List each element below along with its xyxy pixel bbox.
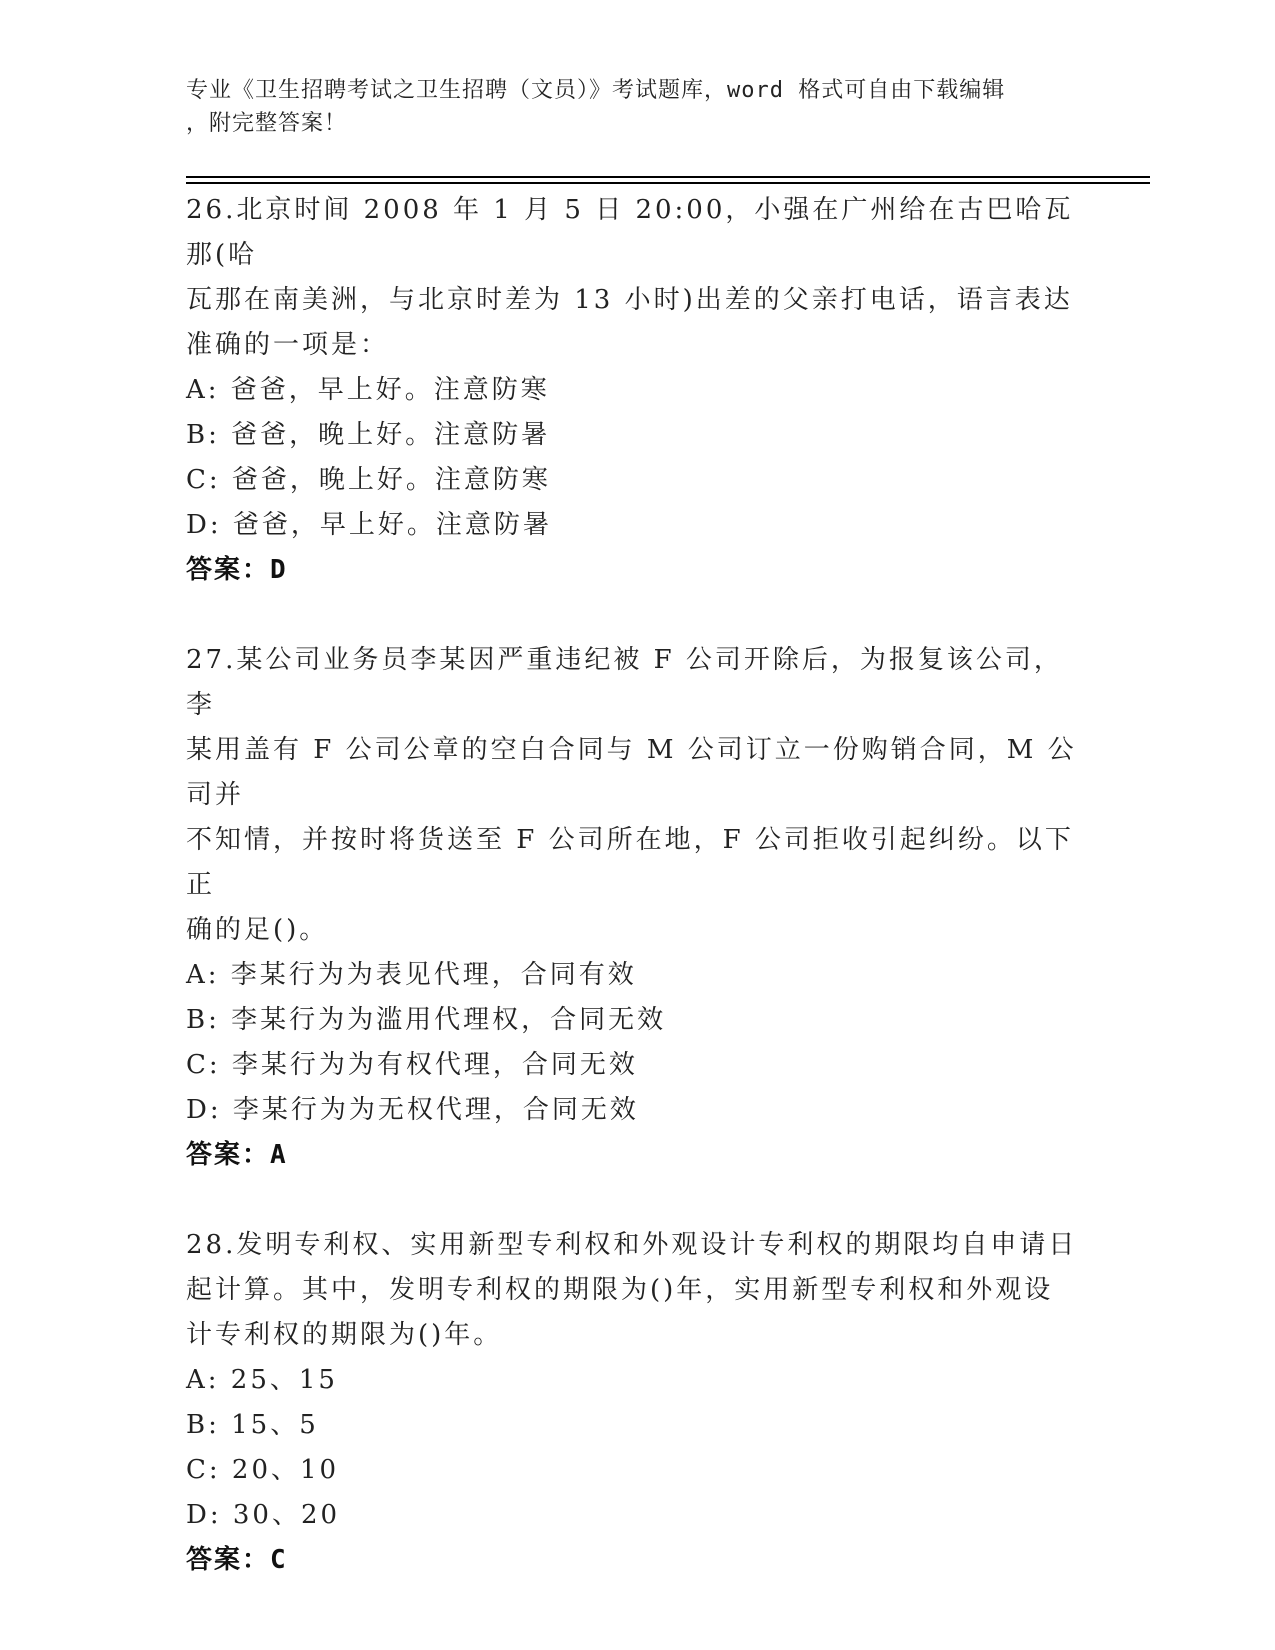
question-28 (186, 1223, 1086, 1583)
option-a: A: 李某行为为表见代理，合同有效 (186, 960, 637, 990)
option-d: D: 爸爸，早上好。注意防暑 (186, 510, 552, 540)
option-b: B: 爸爸，晚上好。注意防暑 (186, 420, 551, 450)
option-b: B: 15、5 (186, 1410, 319, 1440)
stem-line: 确的足()。 (186, 915, 329, 945)
answer-line: 答案：C (186, 1545, 288, 1575)
stem-line: 26.北京时间 2008 年 1 月 5 日 20:00，小强在广州给在古巴哈瓦那(哈 (186, 195, 1074, 270)
option-a: A: 25、15 (186, 1365, 338, 1395)
question-stem (186, 188, 1086, 368)
stem-line: 计专利权的期限为()年。 (186, 1320, 503, 1350)
question-stem (186, 638, 1086, 953)
option-c: C: 20、10 (186, 1455, 340, 1485)
stem-line: 不知情，并按时将货送至 F 公司所在地，F 公司拒收引起纠纷。以下正 (186, 825, 1074, 900)
question-26 (186, 188, 1086, 593)
question-27 (186, 638, 1086, 1178)
stem-line: 起计算。其中，发明专利权的期限为()年，实用新型专利权和外观设 (186, 1275, 1054, 1305)
stem-line: 27.某公司业务员李某因严重违纪被 F 公司开除后，为报复该公司，李 (186, 645, 1063, 720)
stem-line: 瓦那在南美洲，与北京时差为 13 小时)出差的父亲打电话，语言表达 (186, 285, 1073, 315)
stem-line: 某用盖有 F 公司公章的空白合同与 M 公司订立一份购销合同，M 公司并 (186, 735, 1077, 810)
document-header (186, 74, 1066, 140)
question-list (186, 188, 1086, 1583)
header-divider-top (186, 176, 1150, 178)
header-line-1: 专业《卫生招聘考试之卫生招聘（文员）》考试题库，word 格式可自由下载编辑 (186, 78, 1006, 103)
header-line-2: ，附完整答案！ (186, 111, 348, 136)
option-a: A: 爸爸，早上好。注意防寒 (186, 375, 550, 405)
stem-line: 准确的一项是： (186, 330, 390, 360)
answer-line: 答案：A (186, 1140, 288, 1170)
answer-line: 答案：D (186, 555, 288, 585)
header-divider-bottom (186, 182, 1150, 184)
question-stem (186, 1223, 1086, 1358)
option-d: D: 30、20 (186, 1500, 341, 1530)
stem-line: 28.发明专利权、实用新型专利权和外观设计专利权的期限均自申请日 (186, 1230, 1078, 1260)
option-d: D: 李某行为为无权代理，合同无效 (186, 1095, 639, 1125)
option-c: C: 爸爸，晚上好。注意防寒 (186, 465, 551, 495)
option-b: B: 李某行为为滥用代理权，合同无效 (186, 1005, 667, 1035)
option-c: C: 李某行为为有权代理，合同无效 (186, 1050, 638, 1080)
